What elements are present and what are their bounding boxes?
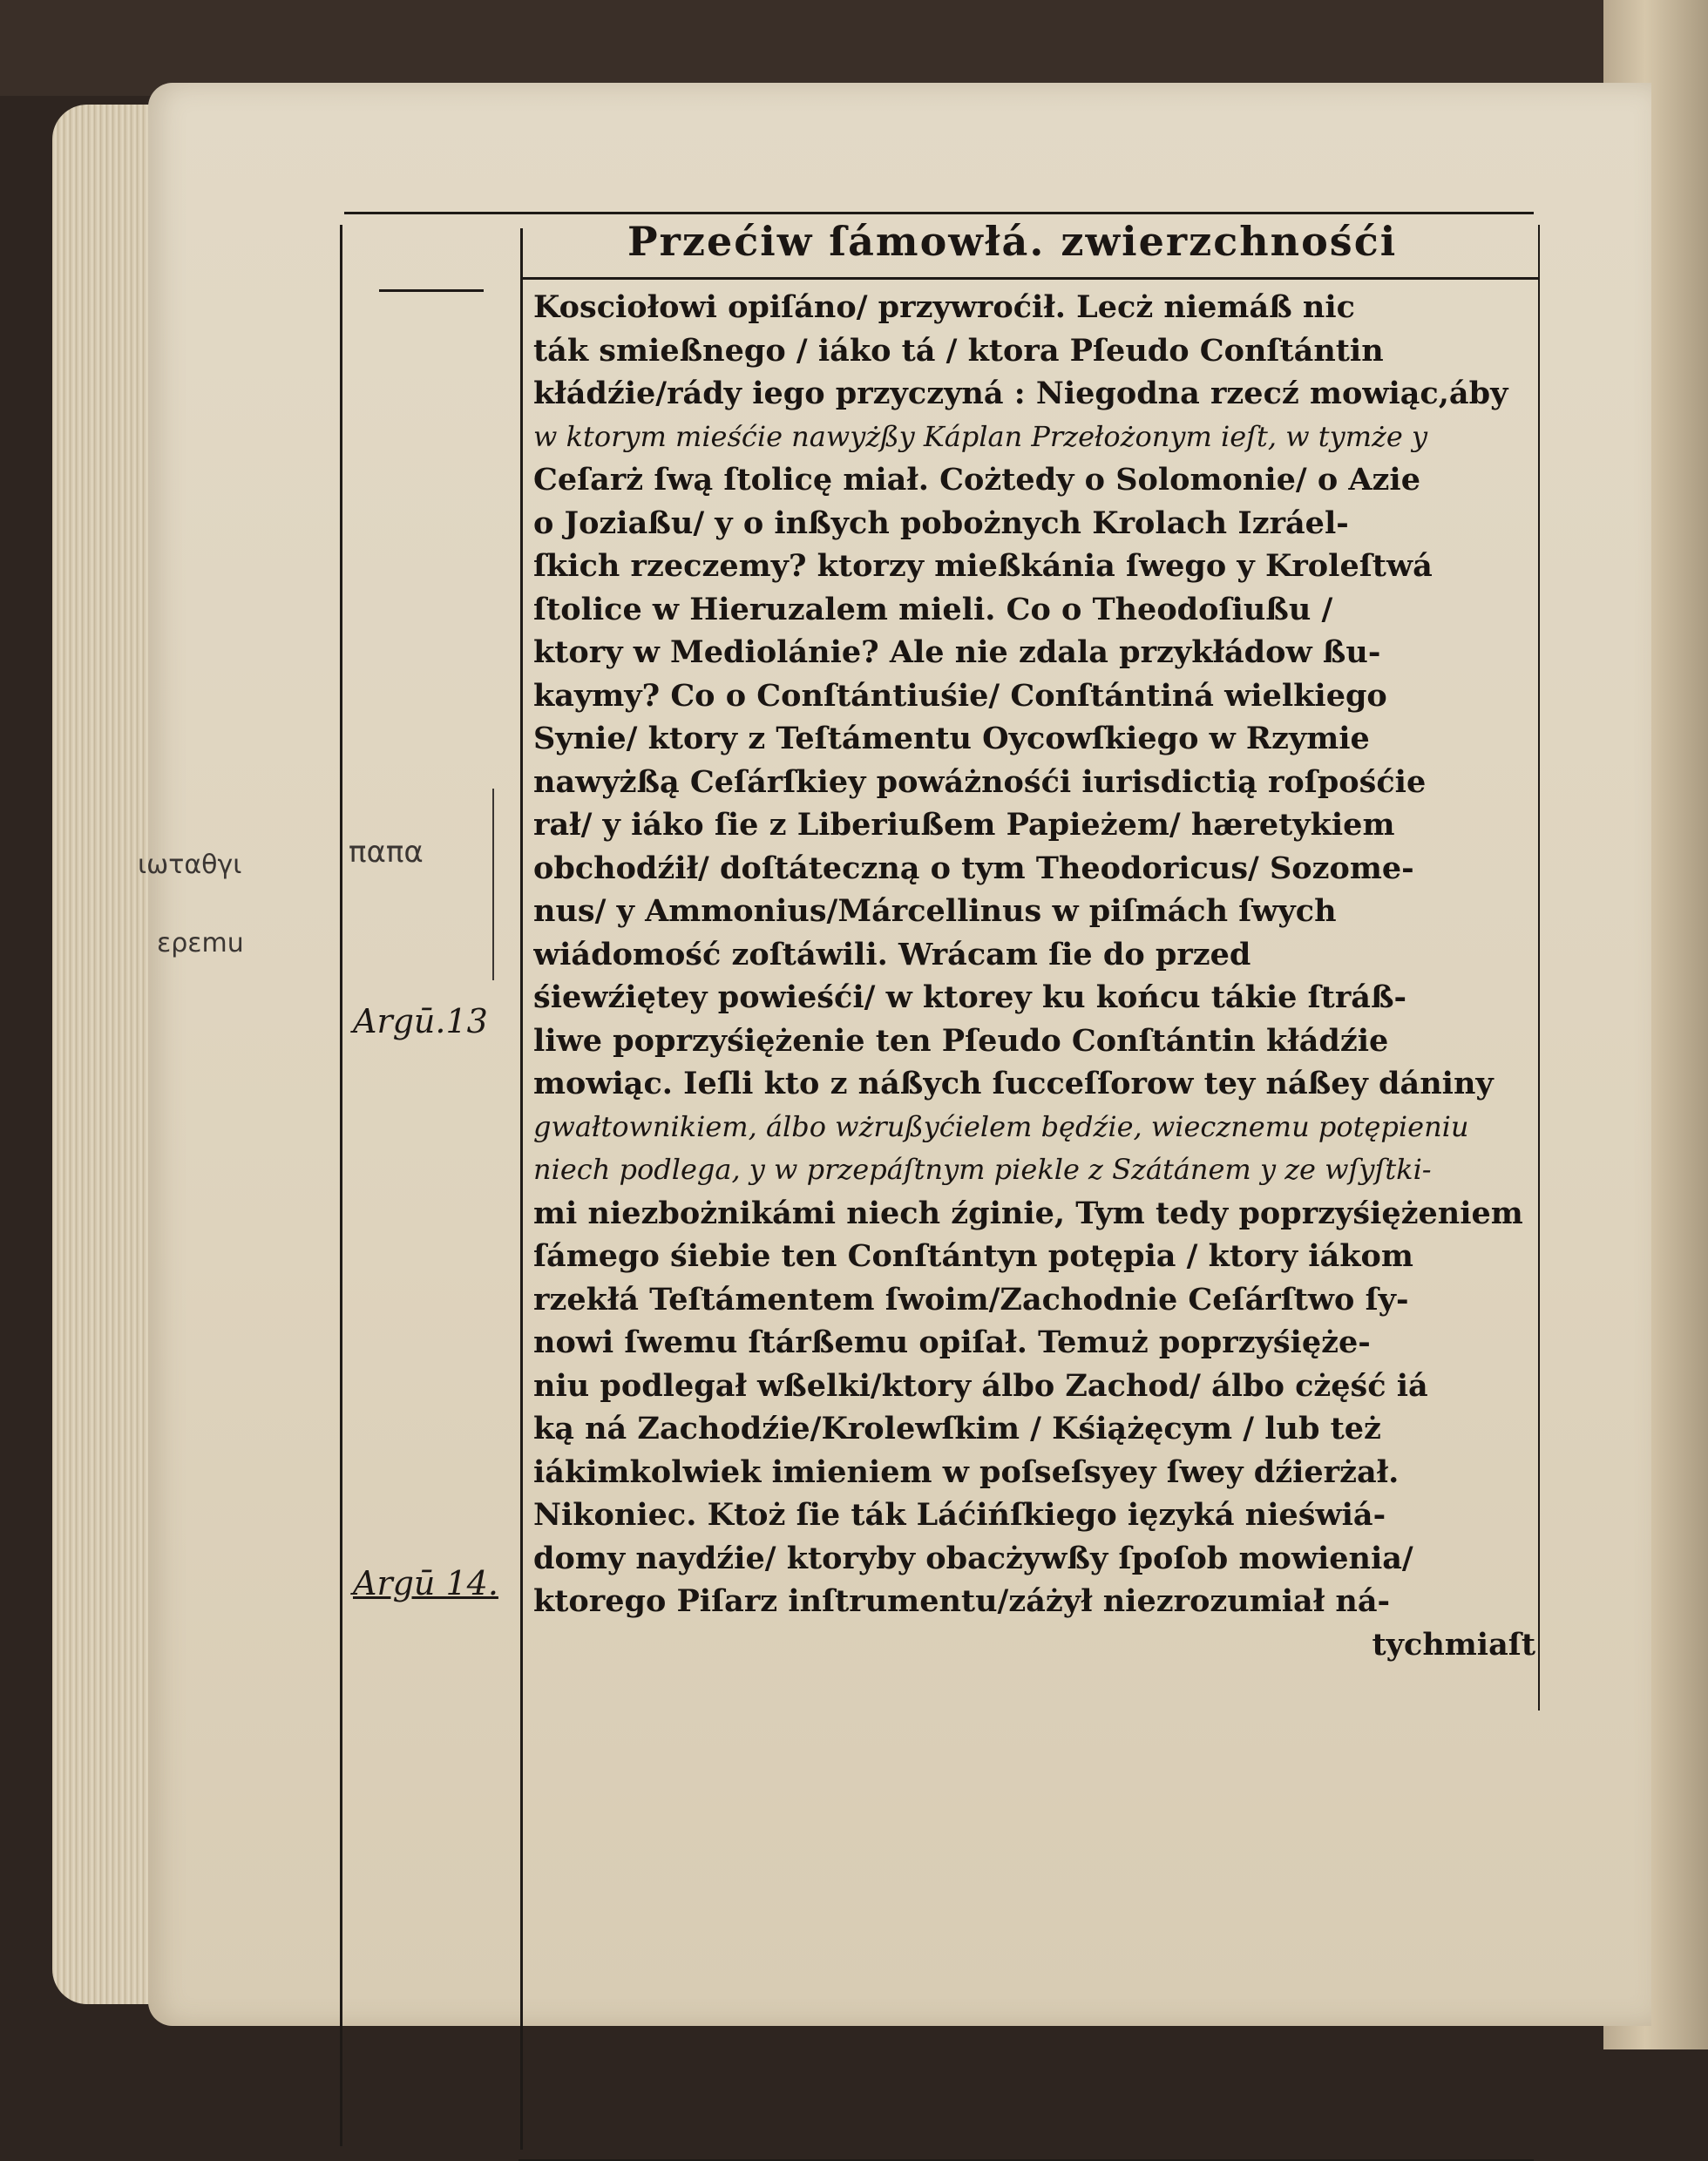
text-line: kłádźie/rády iego przyczyná : Niegodna rzecź mowiąc,áby [533, 376, 1508, 411]
text-line: iákimkolwiek imieniem w poſseſsyey ſwey dźierżał. [533, 1453, 1400, 1490]
text-line: gwałtownikiem, álbo wżrußyćielem będźie, wiecznemu potępieniu [533, 1109, 1469, 1143]
text-line: w ktorym mieśćie nawyżßy Káplan Przełożonym ieſt, w tymże y [533, 419, 1428, 453]
text-line: niech podlega, y w przepáſtnym piekle z Szátánem y ze wſyſtki- [533, 1153, 1432, 1186]
margin-rule-left [340, 225, 342, 2146]
handwritten-bracket [475, 789, 494, 980]
text-line: liwe poprzyśiężenie ten Pſeudo Conſtántin kłádźie [533, 1022, 1389, 1059]
text-line: mi niezbożnikámi niech źginie, Tym tedy poprzyśiężeniem [533, 1195, 1523, 1231]
text-line: domy naydźie/ ktoryby obacżywßy ſpoſob mowienia/ [533, 1540, 1413, 1576]
text-line: nawyżßą Ceſárſkiey powáżnośći iurisdictią roſpośćie [533, 763, 1427, 800]
text-line: ſtolice w Hieruzalem mieli. Co o Theodoſiußu / [533, 591, 1333, 627]
handwritten-note-1: ιωταθγι [138, 850, 242, 880]
catchword: tychmiaſt [1372, 1626, 1535, 1663]
greek-annotation: παπα [349, 835, 424, 870]
top-rule [344, 212, 1534, 214]
text-line: Nikoniec. Ktoż ſie ták Láćińſkiego ięzyká nieświá- [533, 1497, 1386, 1533]
text-line: rzekłá Teſtámentem ſwoim/Zachodnie Ceſárſtwo ſy- [533, 1281, 1409, 1318]
header-rule [523, 277, 1538, 280]
margin-short-rule [379, 289, 484, 292]
handwritten-note-2: ερεmu [157, 928, 244, 959]
text-line: ką ná Zachodźie/Krolewſkim / Kśiążęcym / lub też [533, 1411, 1381, 1446]
text-line: mowiąc. Ieſli kto z náßych ſucceſſorow tey náßey dániny [533, 1066, 1494, 1101]
text-line: ſkich rzeczemy? ktorzy mießkánia ſwego y Kroleſtwá [533, 548, 1433, 584]
page-text [533, 286, 1544, 1666]
text-line: Ceſarż ſwą ſtolicę miał. Cożtedy o Solomonie/ o Azie [533, 462, 1420, 498]
text-line: niu podlegał wßelki/ktory álbo Zachod/ álbo cżęść iá [533, 1367, 1428, 1404]
text-line: wiádomość zoſtáwili. Wrácam ſie do przed [533, 936, 1251, 972]
text-line: rał/ y iáko ſie z Liberiußem Papieżem/ hæretykiem [533, 807, 1395, 843]
text-line: kaymy? Co o Conſtántiuśie/ Conſtántiná wielkiego [533, 677, 1387, 714]
text-line: o Joziaßu/ y o inßych pobożnych Krolach Izráel- [533, 505, 1349, 541]
backdrop [0, 0, 1708, 96]
text-line: nowi ſwemu ſtárßemu opiſał. Temuż poprzyśięże- [533, 1324, 1371, 1360]
text-line: obchodźił/ doſtáteczną o tym Theodoricus/ Sozome- [533, 850, 1414, 886]
text-rule-left [520, 228, 523, 2150]
margin-argument-14: Argū 14. [353, 1564, 498, 1602]
text-line: Synie/ ktory z Teſtámentu Oycowſkiego w Rzymie [533, 721, 1370, 756]
text-line: śiewźiętey powieśći/ w ktorey ku końcu tákie ſtráß- [533, 979, 1407, 1015]
running-header: Przećiw ſámowłá. zwierzchnośći [627, 218, 1398, 265]
text-line: ktory w Mediolánie? Ale nie zdala przykłádow ßu- [533, 634, 1381, 670]
text-line: ſámego śiebie ten Conſtántyn potępia / ktory iákom [533, 1238, 1413, 1274]
text-line: ták smießnego / iáko tá / ktora Pſeudo Conſtántin [533, 332, 1384, 369]
margin-argument-13: Argū.13 [353, 1002, 488, 1040]
text-line: nus/ y Ammonius/Márcellinus w piſmách ſwych [533, 893, 1337, 929]
text-line: Kosciołowi opiſáno/ przywroćił. Lecż niemáß nic [533, 289, 1355, 325]
text-line: ktorego Piſarz inſtrumentu/záżył niezrozumiał ná- [533, 1583, 1391, 1619]
